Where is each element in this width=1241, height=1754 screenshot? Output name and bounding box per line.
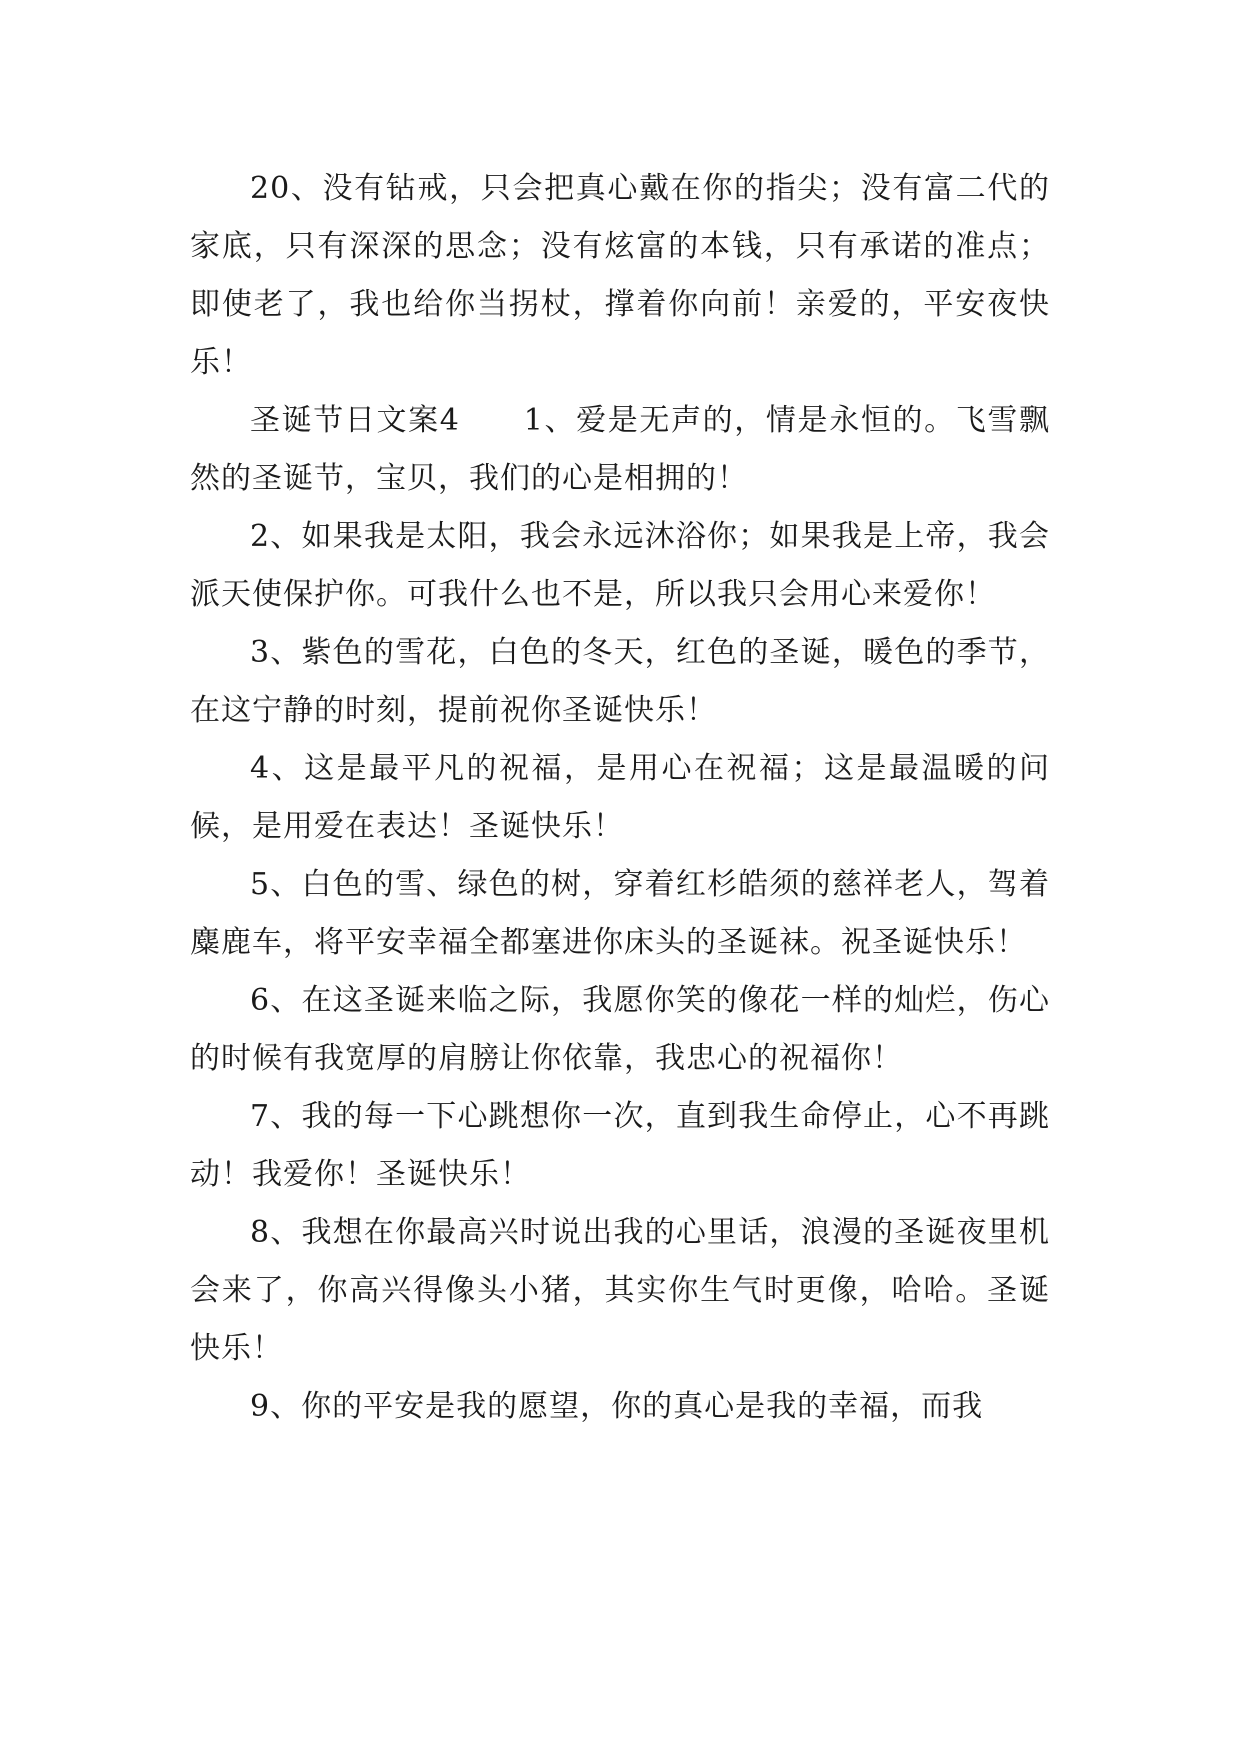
paragraph-item-5: 5、白色的雪、绿色的树，穿着红杉皓须的慈祥老人，驾着麋鹿车，将平安幸福全都塞进你床头的圣诞袜。祝圣诞快乐！: [190, 867, 1050, 960]
paragraph-item-7: 7、我的每一下心跳想你一次，直到我生命停止，心不再跳动！我爱你！圣诞快乐！: [190, 1099, 1050, 1192]
paragraph-item-2: 2、如果我是太阳，我会永远沐浴你；如果我是上帝，我会派天使保护你。可我什么也不是，所以我只会用心来爱你！: [190, 519, 1050, 612]
paragraph-20: 20、没有钻戒，只会把真心戴在你的指尖；没有富二代的家底，只有深深的思念；没有炫富的本钱，只有承诺的准点；即使老了，我也给你当拐杖，撑着你向前！亲爱的，平安夜快乐！: [190, 171, 1050, 380]
paragraph-item-6: 6、在这圣诞来临之际，我愿你笑的像花一样的灿烂，伤心的时候有我宽厚的肩膀让你依靠，我忠心的祝福你！: [190, 983, 1050, 1076]
paragraph-item-9: 9、你的平安是我的愿望，你的真心是我的幸福，而我: [250, 1389, 984, 1424]
paragraph-item-4: 4、这是最平凡的祝福，是用心在祝福；这是最温暖的问候，是用爱在表达！圣诞快乐！: [190, 751, 1050, 844]
paragraph-section-4-item-1: 圣诞节日文案4 1、爱是无声的，情是永恒的。飞雪飘然的圣诞节，宝贝，我们的心是相拥的！: [190, 403, 1050, 496]
paragraph-item-3: 3、紫色的雪花，白色的冬天，红色的圣诞，暖色的季节，在这宁静的时刻，提前祝你圣诞快乐！: [190, 635, 1050, 728]
document-body: [190, 160, 1050, 1436]
paragraph-item-8: 8、我想在你最高兴时说出我的心里话，浪漫的圣诞夜里机会来了，你高兴得像头小猪，其实你生气时更像，哈哈。圣诞快乐！: [190, 1215, 1050, 1366]
